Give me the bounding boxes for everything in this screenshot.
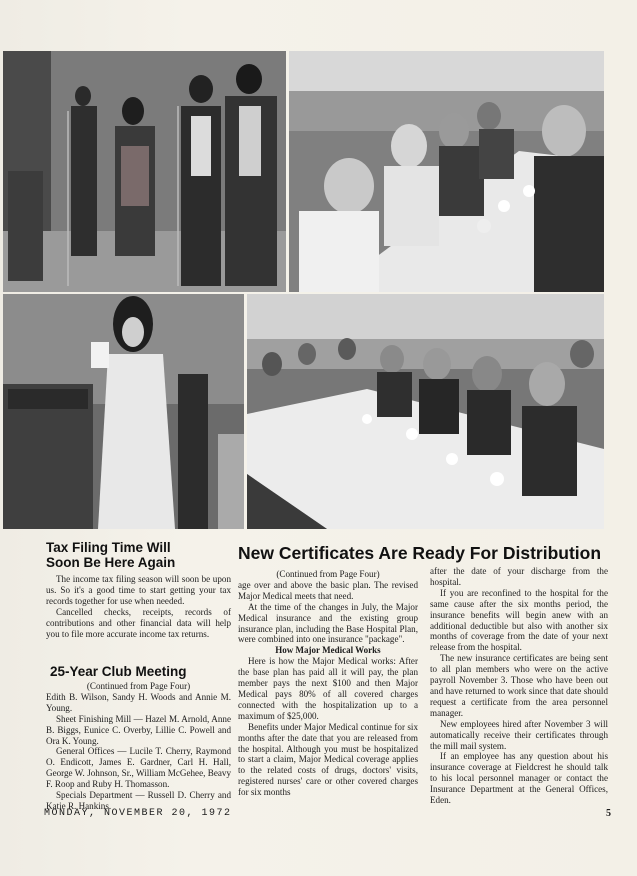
certs-col1-paragraph-2: At the time of the changes in July, the Major Medical insurance and the existing group insurance plan, including the Base Hospital Plan, were combined into one insurance "package". [238,601,418,645]
photo-banquet-table [289,51,604,292]
certs-subheading: How Major Medical Works [275,645,381,656]
club-paragraph-1: Edith B. Wilson, Sandy H. Woods and Annie M. Young. [46,691,231,713]
photo-dining-hall [247,294,604,529]
tax-headline-line2: Soon Be Here Again [46,555,176,570]
certs-col2-paragraph-4: New employees hired after November 3 will automatically receive their certificates through the mill mail system. [430,718,608,751]
certs-continued: (Continued from Page Four) [276,569,380,579]
page-number: 5 [606,808,611,819]
photo-singers [3,51,286,292]
tax-paragraph-1: The income tax filing season will soon be upon us. So it's a good time to start getting your tax records together for use when needed. [46,574,231,606]
club-article [46,681,231,812]
club-continued: (Continued from Page Four) [86,681,191,691]
certs-headline: New Certificates Are Ready For Distribution [238,543,602,563]
photo-banquet-table-image [289,51,604,292]
certs-col2-paragraph-5: If an employee has any question about his insurance coverage at Fieldcrest he should talk to his local personnel manager or contact the Insurance Department at the General Offices, Eden. [430,751,608,806]
photo-singers-image [3,51,286,292]
certs-col1-paragraph-1: age over and above the basic plan. The revised Major Medical meets that need. [238,579,418,601]
footer-date: MONDAY, NOVEMBER 20, 1972 [44,808,232,819]
certs-col2-paragraph-1: after the date of your discharge from the hospital. [430,566,608,587]
club-paragraph-2: Sheet Finishing Mill — Hazel M. Arnold, Anne B. Biggs, Eunice C. Overby, Lillie C. Powell and Ora K. Young. [46,713,231,746]
certs-col1-paragraph-4: Benefits under Major Medical continue for six months after the date that you are released from the hospital. Although you must be hospitalized to start a claim, Major Medical coverage applies to the related costs of drugs, doctors' visits, registered nurses' care or other covered charges for six months [238,721,418,798]
club-headline: 25-Year Club Meeting [50,664,187,679]
certs-col2-paragraph-3: The new insurance certificates are being sent to all plan members who were on the active payroll November 3. Those who have been out and have returned to work since that date should request a certificate from the area personnel manager. [430,653,608,718]
certs-col2-paragraph-2: If you are reconfined to the hospital for the same cause after the six months period, the insurance benefits will begin anew with an additional deductible but also with another six months of coverage from the date of your next release from the hospital. [430,587,608,653]
photo-soloist [3,294,244,529]
photo-soloist-image [3,294,244,529]
club-paragraph-3: General Offices — Lucile T. Cherry, Raymond O. Endicott, James E. Gardner, Carl H. Hall, George W. Johnson, Sr., William McGehee, Beavy F. Roop and Ruby H. Thomasson. [46,746,231,790]
certs-column-1 [238,569,418,798]
tax-headline-line1: Tax Filing Time Will [46,540,171,555]
page-footer [44,808,611,819]
tax-article [46,574,231,639]
certs-col1-paragraph-3: Here is how the Major Medical works: After the base plan has paid all it will pay, the plan member pays the next $100 and then Major Medical pays 80% of all covered charges connected with the hospitalization up to a maximum of $25,000. [238,656,418,721]
certs-column-2 [430,566,608,806]
photo-dining-hall-image [247,294,604,529]
tax-paragraph-2: Cancelled checks, receipts, records of contributions and other financial data will help you to file more accurate income tax returns. [46,606,231,639]
club-paragraph-4: Specials Department — Russell D. Cherry and Katie R. Hankins. [46,790,231,811]
tax-headline [46,540,231,570]
